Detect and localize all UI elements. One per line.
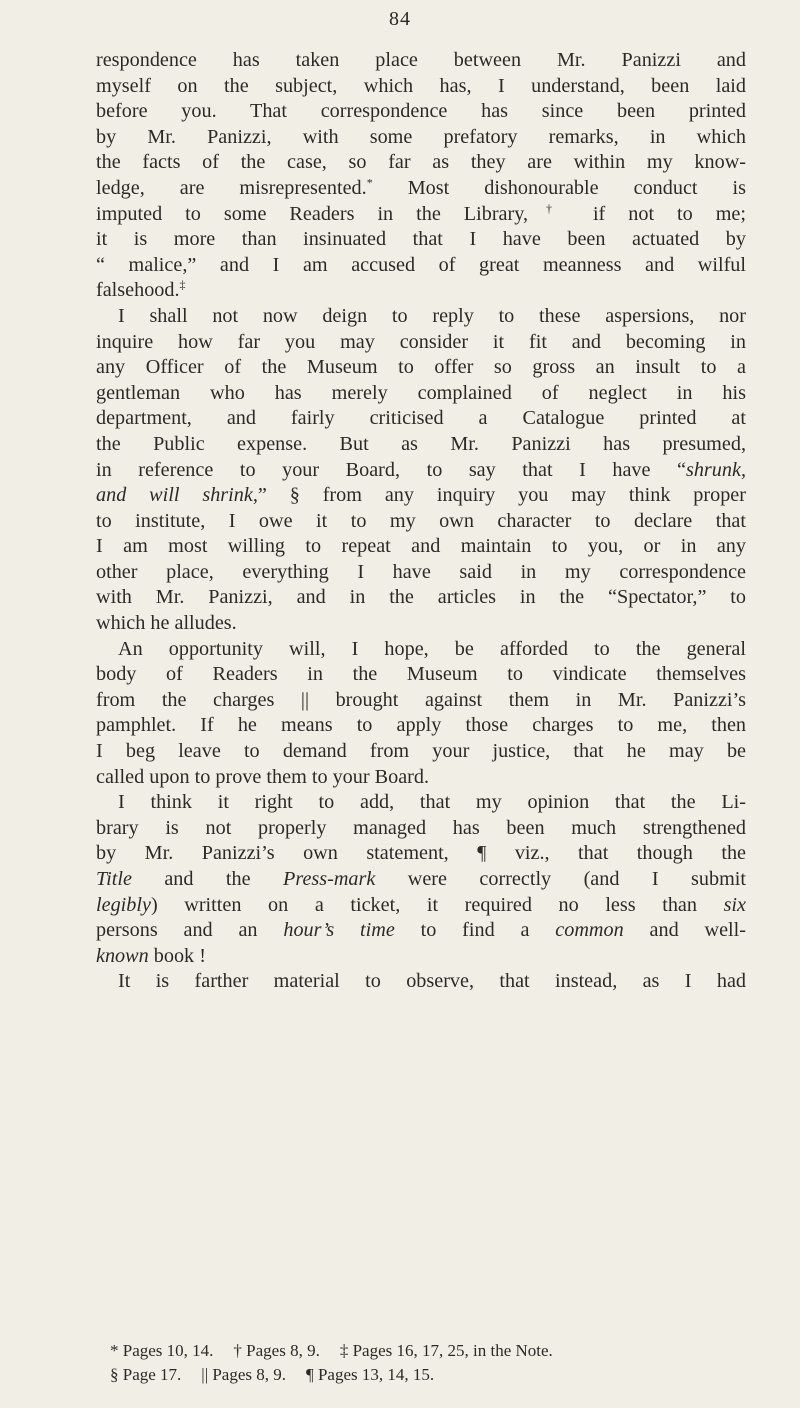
footnote: * Pages 10, 14.	[110, 1341, 214, 1360]
text-line	[96, 330, 746, 356]
text-line	[96, 790, 746, 816]
text-run: An opportunity will, I hope, be afforded to the general	[118, 637, 746, 660]
text-run: and well-	[623, 919, 746, 942]
text-line	[96, 483, 746, 509]
text-line	[96, 662, 746, 688]
footnote: § Page 17.	[110, 1365, 182, 1384]
text-line	[96, 355, 746, 381]
text-run: body of Readers in the Museum to vindicate themselves	[96, 663, 746, 686]
text-run: hour’s time	[283, 919, 395, 942]
text-run: brary is not properly managed has been much strengthened	[96, 816, 746, 839]
text-run: which he alludes.	[96, 612, 237, 635]
footnote: † Pages 8, 9.	[233, 1341, 320, 1360]
text-line	[96, 150, 746, 176]
text-run: by Mr. Panizzi, with some prefatory remarks, in which	[96, 125, 746, 148]
text-line	[96, 48, 746, 74]
text-line	[96, 125, 746, 151]
footnote-row	[110, 1363, 750, 1387]
text-run: in reference to your Board, to say that I have “	[96, 458, 686, 481]
text-run: from the charges || brought against them in Mr. Panizzi’s	[96, 688, 746, 711]
text-run: by Mr. Panizzi’s own statement, ¶ viz., that though the	[96, 842, 746, 865]
text-line	[96, 816, 746, 842]
footnotes	[110, 1339, 750, 1387]
text-run: I beg leave to demand from your justice, that he may be	[96, 740, 746, 763]
footnote-row	[110, 1339, 750, 1363]
text-run: I shall not now deign to reply to these aspersions, nor	[118, 304, 746, 327]
text-run: the facts of the case, so far as they are within my know-	[96, 151, 746, 174]
text-run: department, and fairly criticised a Catalogue printed at	[96, 407, 746, 430]
text-line	[96, 509, 746, 535]
text-run: myself on the subject, which has, I understand, been laid	[96, 74, 746, 97]
text-run: ” § from any inquiry you may think proper	[257, 484, 746, 507]
text-line	[96, 867, 746, 893]
text-line	[96, 432, 746, 458]
text-run: it is more than insinuated that I have been actuated by	[96, 228, 746, 251]
footnote: || Pages 8, 9.	[201, 1365, 287, 1384]
text-line	[96, 969, 746, 995]
text-run: gentleman who has merely complained of neglect in his	[96, 381, 746, 404]
text-run: six	[723, 893, 746, 916]
text-line	[96, 841, 746, 867]
text-run: persons and an	[96, 919, 284, 942]
text-line	[96, 534, 746, 560]
footnote: ‡ Pages 16, 17, 25, in the Note.	[339, 1341, 553, 1360]
text-run: and will shrink,	[96, 484, 258, 507]
text-run: known	[96, 944, 149, 967]
footnote-marker: ‡	[179, 277, 186, 292]
text-run: shrunk,	[685, 458, 746, 481]
text-run: pamphlet. If he means to apply those charges to me, then	[96, 714, 746, 737]
text-line	[96, 611, 746, 637]
text-run: the Public expense. But as Mr. Panizzi has presumed,	[96, 432, 746, 455]
text-line	[96, 227, 746, 253]
text-line	[96, 560, 746, 586]
text-run: called upon to prove them to your Board.	[96, 765, 430, 788]
text-line	[96, 918, 746, 944]
text-run: Press-mark	[283, 868, 376, 890]
text-run: falsehood.	[96, 279, 180, 302]
text-run: respondence has taken place between Mr. Panizzi and	[96, 49, 746, 71]
text-line	[96, 944, 746, 970]
text-run: other place, everything I have said in my correspondence	[96, 560, 746, 583]
text-run: to institute, I owe it to my own character to declare that	[96, 509, 746, 532]
text-run: if not to me;	[569, 202, 747, 225]
text-line	[96, 765, 746, 791]
footnote-marker: *	[366, 175, 373, 190]
text-line	[96, 304, 746, 330]
text-line	[96, 458, 746, 484]
text-line	[96, 381, 746, 407]
text-line	[96, 713, 746, 739]
body-text	[96, 48, 746, 995]
text-run: Title	[96, 868, 132, 890]
text-line	[96, 176, 746, 202]
text-run: inquire how far you may consider it fit and becoming in	[96, 330, 746, 353]
text-run: before you. That correspondence has since been printed	[96, 100, 746, 123]
text-line	[96, 278, 746, 304]
text-run: and the	[131, 868, 284, 890]
text-run: were correctly (and I submit	[375, 868, 747, 890]
text-line	[96, 739, 746, 765]
text-line	[96, 688, 746, 714]
text-line	[96, 585, 746, 611]
text-line	[96, 406, 746, 432]
text-run: to find a	[394, 919, 556, 942]
text-run: “ malice,” and I am accused of great meanness and wilful	[96, 253, 746, 276]
page-number: 84	[389, 8, 411, 30]
footnote: ¶ Pages 13, 14, 15.	[306, 1365, 435, 1384]
text-line	[96, 637, 746, 663]
text-line	[96, 99, 746, 125]
text-run: Most dishonourable conduct is	[372, 176, 746, 199]
text-line	[96, 893, 746, 919]
text-run: ledge, are misrepresented.	[96, 176, 367, 199]
text-run: with Mr. Panizzi, and in the articles in the “Spectator,” to	[96, 586, 746, 609]
text-run: I am most willing to repeat and maintain to you, or in any	[96, 535, 746, 558]
text-run: ) written on a ticket, it required no less than	[150, 893, 724, 916]
text-line	[96, 202, 746, 228]
text-run: I think it right to add, that my opinion that the Li-	[118, 791, 746, 814]
footnote-marker: †	[528, 200, 570, 215]
text-line	[96, 253, 746, 279]
text-line	[96, 74, 746, 100]
text-run: legibly	[96, 893, 151, 916]
text-run: It is farther material to observe, that instead, as I had	[118, 970, 746, 993]
text-run: imputed to some Readers in the Library,	[96, 202, 529, 225]
text-run: common	[555, 919, 624, 942]
text-run: book !	[148, 944, 206, 967]
text-run: any Officer of the Museum to offer so gross an insult to a	[96, 356, 746, 379]
